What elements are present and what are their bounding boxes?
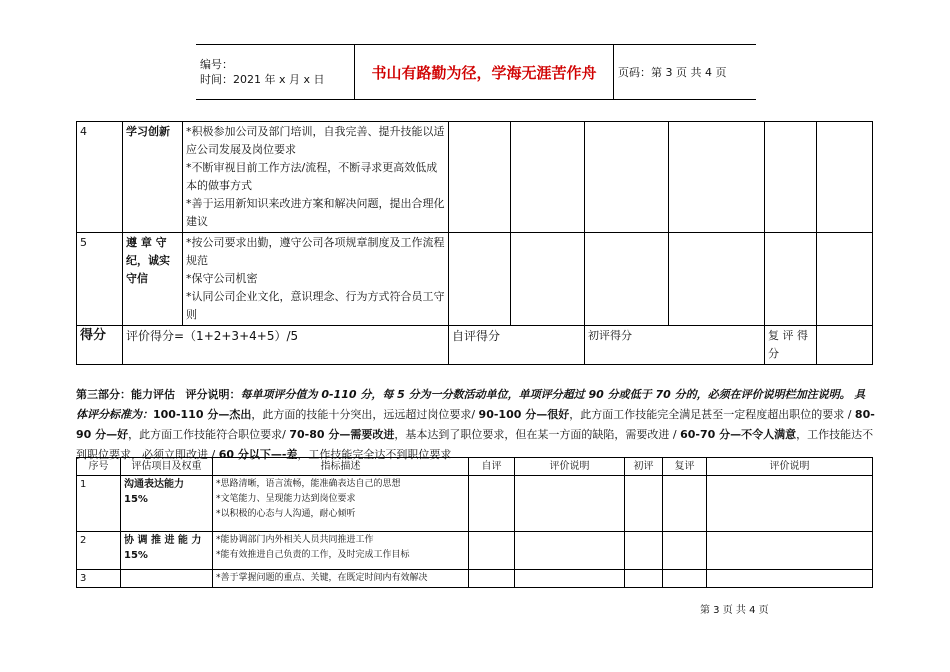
score-cell[interactable] — [765, 233, 817, 326]
explain-label: 评分说明： — [185, 388, 241, 401]
item-name: 沟通表达能力 — [124, 479, 184, 490]
header-cell: 指标描述 — [213, 458, 469, 476]
header-cell: 评估项目及权重 — [121, 458, 213, 476]
header-cell: 序号 — [77, 458, 121, 476]
grade-5-text: ，工作技能达不到职位要求，必须立即改进 / — [76, 428, 874, 461]
page-footer: 第 3 页 共 4 页 — [700, 605, 769, 616]
criteria-line: *善于运用新知识来改进方案和解决问题，提出合理化建议 — [186, 197, 445, 228]
item-weight: 15% — [124, 494, 148, 505]
table-row — [77, 233, 873, 326]
comment-cell[interactable] — [515, 476, 625, 532]
score-cell[interactable] — [765, 122, 817, 233]
comment-cell[interactable] — [707, 532, 873, 570]
criteria-line: *不断审视目前工作方法/流程，不断寻求更高效低成本的做事方式 — [186, 161, 438, 192]
item-name: 遵 章 守 纪，诚实守信 — [123, 233, 183, 326]
criteria-line: *保守公司机密 — [186, 272, 258, 285]
item-cell — [121, 570, 213, 588]
criteria-cell — [183, 122, 449, 233]
review-score-label: 复 评 得分 — [765, 326, 817, 365]
header-cell: 评价说明 — [707, 458, 873, 476]
item-cell — [121, 476, 213, 532]
table-row — [77, 476, 873, 532]
score-cell[interactable] — [511, 233, 585, 326]
score-cell[interactable] — [663, 476, 707, 532]
criteria-line: *按公司要求出勤，遵守公司各项规章制度及工作流程规范 — [186, 236, 445, 267]
score-cell[interactable] — [817, 122, 873, 233]
grade-4-text: ，基本达到了职位要求，但在某一方面的缺陷，需要改进 / — [394, 428, 677, 441]
row-number: 2 — [77, 532, 121, 570]
header-cell: 自评 — [469, 458, 515, 476]
grade-5: 60-70 分—不令人满意 — [680, 428, 797, 441]
score-formula: 评价得分=（1+2+3+4+5）/5 — [123, 326, 449, 365]
score-label: 得分 — [77, 326, 123, 365]
score-row — [77, 326, 873, 365]
score-cell[interactable] — [469, 532, 515, 570]
criteria-line: *以积极的心态与人沟通，耐心倾听 — [216, 509, 356, 519]
criteria-line: *能有效推进自己负责的工作，及时完成工作目标 — [216, 550, 410, 560]
score-cell[interactable] — [817, 326, 873, 365]
header-page-label: 页码：第 3 页 共 4 页 — [614, 45, 757, 100]
comment-cell[interactable] — [707, 476, 873, 532]
page-header — [196, 44, 756, 100]
comment-cell[interactable] — [515, 570, 625, 588]
header-cell: 复评 — [663, 458, 707, 476]
standard-label: 具体评分标准为： — [76, 388, 866, 421]
grade-3-text: ，此方面工作技能符合职位要求/ — [128, 428, 286, 441]
score-cell[interactable] — [585, 122, 669, 233]
row-number: 1 — [77, 476, 121, 532]
time-label: 时间：2021 年 x 月 x 日 — [200, 73, 325, 86]
part3-title: 第三部分：能力评估 — [76, 388, 175, 401]
item-name: 协 调 推 进 能 力 — [124, 535, 202, 546]
table-row — [77, 570, 873, 588]
header-cell: 初评 — [625, 458, 663, 476]
score-cell[interactable] — [625, 476, 663, 532]
comment-cell[interactable] — [515, 532, 625, 570]
number-label: 编号： — [200, 58, 233, 71]
grade-6: 60 分以下—-差 — [218, 448, 298, 461]
score-cell[interactable] — [663, 532, 707, 570]
criteria-line: *文笔能力、呈现能力达到岗位要求 — [216, 494, 356, 504]
score-cell[interactable] — [449, 233, 511, 326]
row-number: 3 — [77, 570, 121, 588]
score-cell[interactable] — [817, 233, 873, 326]
table-row — [77, 532, 873, 570]
criteria-cell — [213, 570, 469, 588]
score-cell[interactable] — [625, 570, 663, 588]
criteria-cell — [213, 532, 469, 570]
criteria-line: *思路清晰，语言流畅，能准确表达自己的思想 — [216, 479, 401, 489]
criteria-line: *认同公司企业文化，意识理念、行为方式符合员工守则 — [186, 290, 445, 321]
score-cell[interactable] — [669, 233, 765, 326]
criteria-line: *能协调部门内外相关人员共同推进工作 — [216, 535, 374, 545]
criteria-cell — [183, 233, 449, 326]
score-cell[interactable] — [469, 570, 515, 588]
table-header-row — [77, 458, 873, 476]
row-number: 5 — [77, 233, 123, 326]
grade-2: 90-100 分—很好 — [478, 408, 570, 421]
criteria-cell — [213, 476, 469, 532]
item-cell — [121, 532, 213, 570]
table-row — [77, 122, 873, 233]
score-cell[interactable] — [469, 476, 515, 532]
part3-explanation — [76, 385, 876, 465]
item-name: 学习创新 — [123, 122, 183, 233]
grade-1: 100-110 分—杰出 — [153, 408, 252, 421]
header-motto: 书山有路勤为径，学海无涯苦作舟 — [355, 45, 614, 100]
score-cell[interactable] — [511, 122, 585, 233]
score-cell[interactable] — [625, 532, 663, 570]
criteria-line: *积极参加公司及部门培训，自我完善、提升技能以适应公司发展及岗位要求 — [186, 125, 445, 156]
header-cell: 评价说明 — [515, 458, 625, 476]
grade-1-text: ，此方面的技能十分突出，远远超过岗位要求/ — [251, 408, 476, 421]
grade-4: 70-80 分—需要改进 — [289, 428, 395, 441]
initial-score-label: 初评得分 — [585, 326, 765, 365]
header-meta — [196, 45, 355, 100]
ability-assessment-table — [76, 457, 873, 588]
self-score-label: 自评得分 — [449, 326, 585, 365]
assessment-table-a — [76, 121, 873, 365]
criteria-line: *善于掌握问题的重点、关键，在既定时间内有效解决 — [216, 573, 428, 583]
grade-2-text: ，此方面工作技能完全满足甚至一定程度超出职位的要求 / — [569, 408, 852, 421]
score-cell[interactable] — [585, 233, 669, 326]
item-weight: 15% — [124, 550, 148, 561]
row-number: 4 — [77, 122, 123, 233]
comment-cell[interactable] — [707, 570, 873, 588]
grade-6-text: ，工作技能完全达不到职位要求 — [297, 448, 452, 461]
grade-3: 80-90 分—好 — [76, 408, 875, 441]
explain-rule: 每单项评分值为 0-110 分，每 5 分为一分数活动单位，单项评分超过 90 分或低于 70 分的，必须在评价说明栏加注说明。 — [240, 388, 851, 401]
score-cell[interactable] — [663, 570, 707, 588]
score-cell[interactable] — [449, 122, 511, 233]
score-cell[interactable] — [669, 122, 765, 233]
